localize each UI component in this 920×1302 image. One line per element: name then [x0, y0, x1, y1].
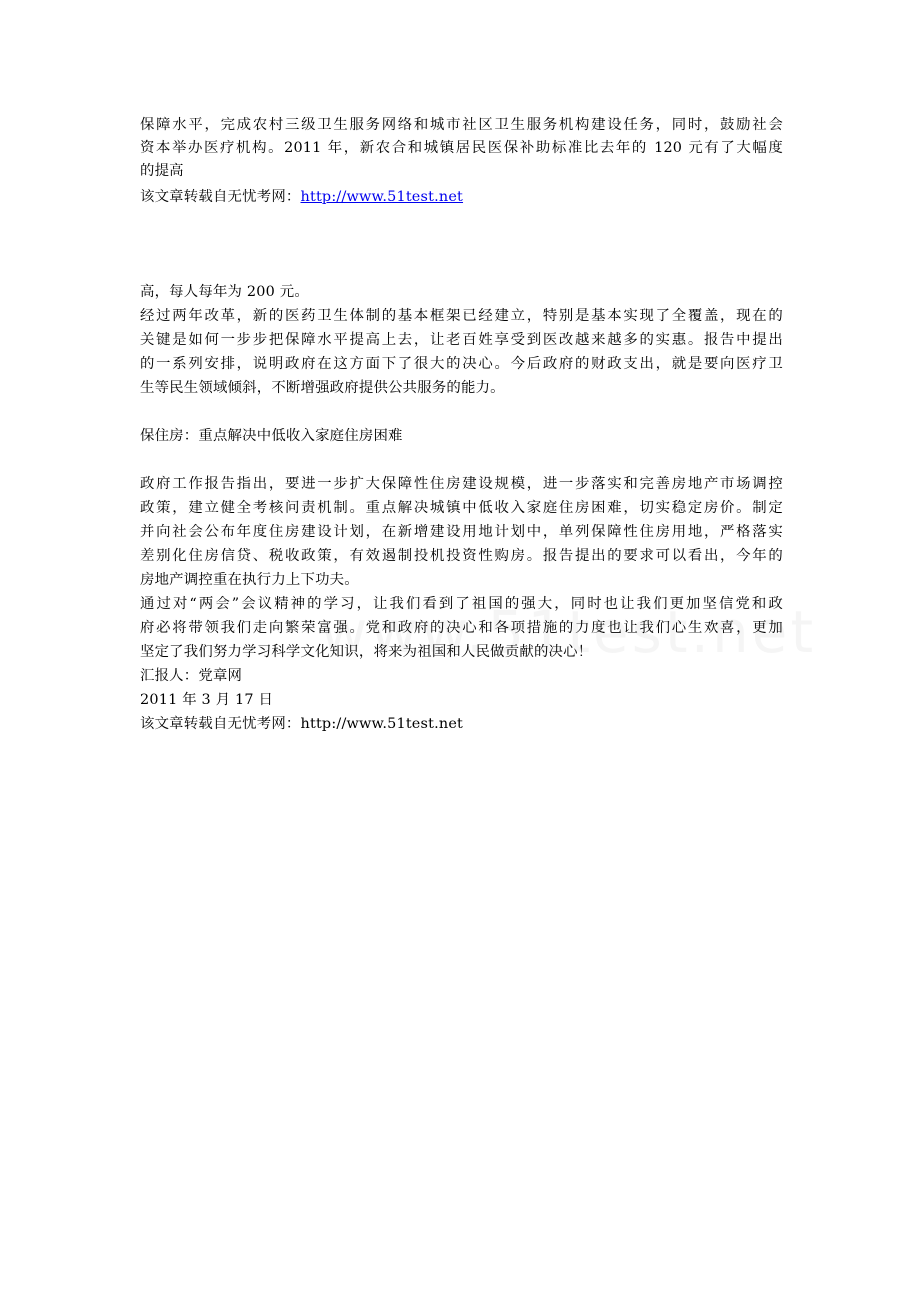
paragraph-line: 政府工作报告指出，要进一步扩大保障性住房建设规模，进一步落实和完善房地产市场调控 — [140, 476, 783, 492]
source-prefix: 该文章转载自无忧考网： — [140, 189, 301, 205]
footer-source-line: 该文章转载自无忧考网：http://www.51test.net — [140, 716, 464, 732]
paragraph-line: 通过对“两会”会议精神的学习，让我们看到了祖国的强大，同时也让我们更加坚信党和政 — [140, 596, 783, 612]
paragraph-line: 生等民生领域倾斜，不断增强政府提供公共服务的能力。 — [140, 380, 505, 396]
section-heading: 保住房：重点解决中低收入家庭住房困难 — [140, 428, 403, 444]
paragraph-line: 关键是如何一步步把保障水平提高上去，让老百姓享受到医改越来越多的实惠。报告中提出 — [140, 332, 783, 348]
paragraph-line: 政策，建立健全考核问责机制。重点解决城镇中低收入家庭住房困难，切实稳定房价。制定 — [140, 500, 783, 516]
paragraph-line: 并向社会公布年度住房建设计划，在新增建设用地计划中，单列保障性住房用地，严格落实 — [140, 524, 783, 540]
paragraph-line: 高，每人每年为 200 元。 — [140, 284, 309, 300]
paragraph-line: 保障水平，完成农村三级卫生服务网络和城市社区卫生服务机构建设任务，同时，鼓励社会 — [140, 117, 783, 133]
paragraph-line: 房地产调控重在执行力上下功夫。 — [140, 572, 359, 588]
paragraph-line: 经过两年改革，新的医药卫生体制的基本框架已经建立，特别是基本实现了全覆盖，现在的 — [140, 308, 783, 324]
paragraph-line: 府必将带领我们走向繁荣富强。党和政府的决心和各项措施的力度也让我们心生欢喜，更加 — [140, 620, 783, 636]
reporter-line: 汇报人：党章网 — [140, 668, 243, 684]
paragraph-line: 坚定了我们努力学习科学文化知识，将来为祖国和人民做贡献的决心！ — [140, 644, 593, 660]
date-line: 2011 年 3 月 17 日 — [140, 692, 274, 708]
source-link[interactable]: http://www.51test.net — [300, 189, 464, 205]
paragraph-line: 差别化住房信贷、税收政策，有效遏制投机投资性购房。报告提出的要求可以看出，今年的 — [140, 548, 783, 564]
source-line — [140, 186, 463, 208]
paragraph-line: 的提高 — [140, 163, 184, 179]
paragraph-line: 资本举办医疗机构。2011 年，新农合和城镇居民医保补助标准比去年的 120 元有了大幅度 — [140, 140, 783, 156]
paragraph-line: 的一系列安排，说明政府在这方面下了很大的决心。今后政府的财政支出，就是要向医疗卫 — [140, 356, 783, 372]
document-page — [140, 0, 785, 1302]
